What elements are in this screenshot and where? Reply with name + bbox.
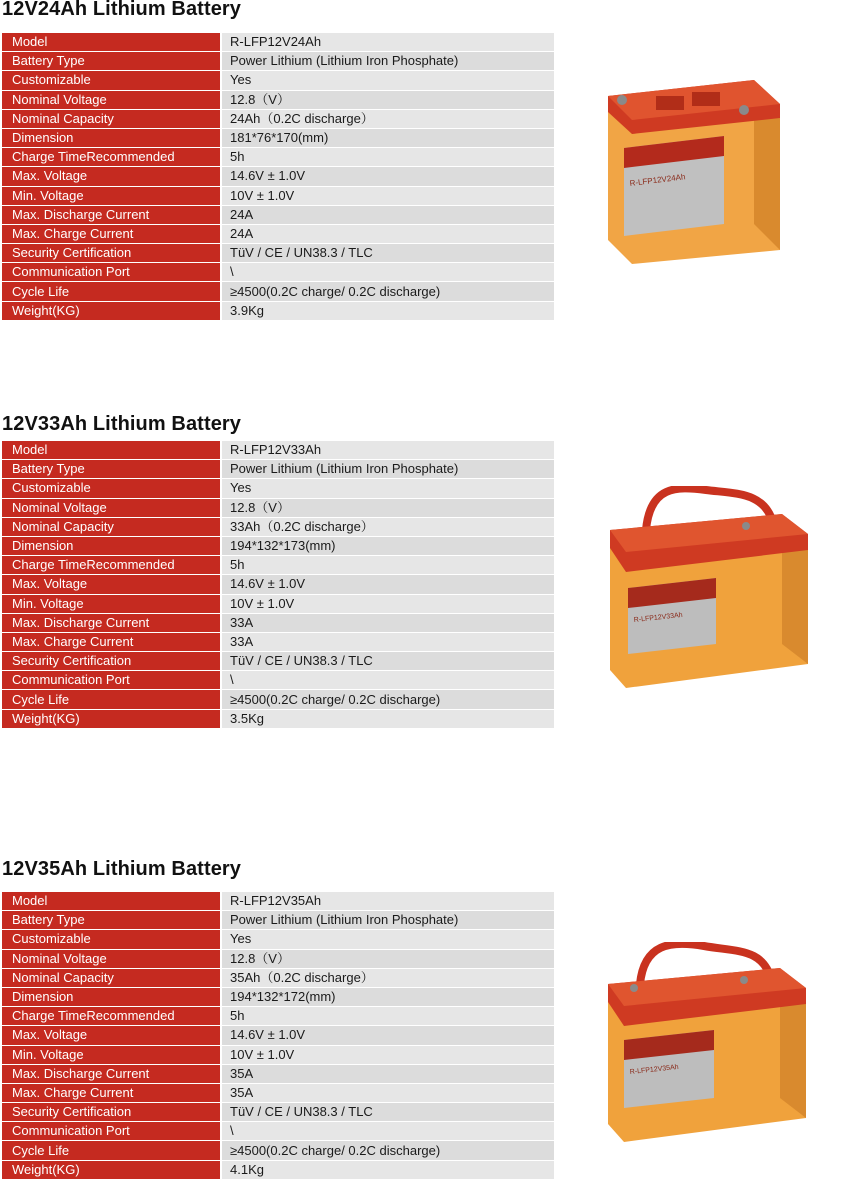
spec-label: Nominal Voltage: [2, 949, 221, 968]
spec-label: Communication Port: [2, 263, 221, 282]
spec-row: [2, 1103, 554, 1122]
spec-value: ≥4500(0.2C charge/ 0.2C discharge): [221, 1141, 554, 1160]
spec-label: Customizable: [2, 479, 221, 498]
spec-label: Cycle Life: [2, 1141, 221, 1160]
spec-row: [2, 1141, 554, 1160]
spec-value: 14.6V ± 1.0V: [221, 1026, 554, 1045]
spec-value: 5h: [221, 148, 554, 167]
spec-label: Security Certification: [2, 244, 221, 263]
spec-value: 14.6V ± 1.0V: [221, 575, 554, 594]
spec-row: [2, 1026, 554, 1045]
spec-label: Max. Discharge Current: [2, 613, 221, 632]
spec-label: Charge TimeRecommended: [2, 556, 221, 575]
spec-label: Cycle Life: [2, 690, 221, 709]
spec-row: [2, 1045, 554, 1064]
spec-label: Max. Charge Current: [2, 632, 221, 651]
spec-row: [2, 613, 554, 632]
spec-value: \: [221, 1122, 554, 1141]
spec-value: 35Ah（0.2C discharge）: [221, 968, 554, 987]
spec-label: Max. Voltage: [2, 1026, 221, 1045]
battery-label-text: R-LFP12V24Ah: [629, 172, 686, 188]
spec-row: [2, 90, 554, 109]
spec-value: 33A: [221, 613, 554, 632]
spec-label: Charge TimeRecommended: [2, 1007, 221, 1026]
spec-label: Customizable: [2, 930, 221, 949]
spec-value: Yes: [221, 930, 554, 949]
spec-value: TüV / CE / UN38.3 / TLC: [221, 652, 554, 671]
spec-label: Security Certification: [2, 652, 221, 671]
battery-image: [604, 74, 782, 266]
spec-value: 10V ± 1.0V: [221, 186, 554, 205]
spec-label: Max. Discharge Current: [2, 205, 221, 224]
spec-value: 181*76*170(mm): [221, 128, 554, 147]
spec-value: Power Lithium (Lithium Iron Phosphate): [221, 460, 554, 479]
spec-label: Nominal Voltage: [2, 498, 221, 517]
spec-value: 3.9Kg: [221, 301, 554, 320]
spec-value: 12.8（V）: [221, 90, 554, 109]
spec-row: [2, 1007, 554, 1026]
spec-label: Security Certification: [2, 1103, 221, 1122]
spec-label: Min. Voltage: [2, 186, 221, 205]
spec-row: [2, 892, 554, 911]
spec-label: Weight(KG): [2, 1160, 221, 1179]
spec-label: Model: [2, 892, 221, 911]
spec-row: [2, 594, 554, 613]
spec-label: Dimension: [2, 536, 221, 555]
spec-label: Model: [2, 441, 221, 460]
spec-value: 24Ah（0.2C discharge）: [221, 109, 554, 128]
spec-row: [2, 1083, 554, 1102]
spec-row: [2, 224, 554, 243]
spec-row: [2, 441, 554, 460]
spec-row: [2, 1122, 554, 1141]
spec-value: 10V ± 1.0V: [221, 1045, 554, 1064]
spec-label: Dimension: [2, 128, 221, 147]
spec-value: Power Lithium (Lithium Iron Phosphate): [221, 52, 554, 71]
spec-value: TüV / CE / UN38.3 / TLC: [221, 244, 554, 263]
spec-row: [2, 987, 554, 1006]
spec-value: TüV / CE / UN38.3 / TLC: [221, 1103, 554, 1122]
battery-label-text: R-LFP12V35Ah: [629, 1063, 679, 1076]
spec-value: 12.8（V）: [221, 949, 554, 968]
spec-value: 24A: [221, 224, 554, 243]
product-title: 12V33Ah Lithium Battery: [2, 413, 242, 435]
spec-label: Charge TimeRecommended: [2, 148, 221, 167]
spec-value: \: [221, 671, 554, 690]
spec-value: 3.5Kg: [221, 709, 554, 728]
spec-row: [2, 652, 554, 671]
spec-label: Customizable: [2, 71, 221, 90]
spec-row: [2, 52, 554, 71]
spec-row: [2, 205, 554, 224]
spec-label: Nominal Voltage: [2, 90, 221, 109]
spec-label: Nominal Capacity: [2, 968, 221, 987]
spec-value: 14.6V ± 1.0V: [221, 167, 554, 186]
spec-table: [2, 441, 554, 729]
spec-label: Weight(KG): [2, 301, 221, 320]
spec-label: Nominal Capacity: [2, 517, 221, 536]
spec-table: [2, 33, 554, 321]
spec-value: 35A: [221, 1083, 554, 1102]
spec-row: [2, 186, 554, 205]
spec-row: [2, 263, 554, 282]
spec-value: 5h: [221, 556, 554, 575]
battery-label-text: R-LFP12V33Ah: [633, 611, 683, 624]
spec-value: Yes: [221, 479, 554, 498]
spec-row: [2, 556, 554, 575]
spec-row: [2, 167, 554, 186]
spec-row: [2, 517, 554, 536]
spec-row: [2, 282, 554, 301]
spec-row: [2, 109, 554, 128]
spec-label: Battery Type: [2, 52, 221, 71]
spec-row: [2, 968, 554, 987]
spec-row: [2, 536, 554, 555]
spec-row: [2, 690, 554, 709]
spec-value: 24A: [221, 205, 554, 224]
spec-row: [2, 71, 554, 90]
spec-row: [2, 930, 554, 949]
spec-value: 10V ± 1.0V: [221, 594, 554, 613]
spec-row: [2, 709, 554, 728]
spec-row: [2, 632, 554, 651]
spec-value: 194*132*172(mm): [221, 987, 554, 1006]
spec-label: Weight(KG): [2, 709, 221, 728]
spec-label: Max. Charge Current: [2, 1083, 221, 1102]
spec-row: [2, 575, 554, 594]
spec-table: [2, 892, 554, 1180]
spec-value: \: [221, 263, 554, 282]
spec-label: Cycle Life: [2, 282, 221, 301]
spec-label: Communication Port: [2, 671, 221, 690]
spec-value: 4.1Kg: [221, 1160, 554, 1179]
spec-label: Nominal Capacity: [2, 109, 221, 128]
spec-row: [2, 301, 554, 320]
spec-value: R-LFP12V33Ah: [221, 441, 554, 460]
spec-value: Power Lithium (Lithium Iron Phosphate): [221, 911, 554, 930]
spec-value: 12.8（V）: [221, 498, 554, 517]
spec-row: [2, 1160, 554, 1179]
spec-value: ≥4500(0.2C charge/ 0.2C discharge): [221, 690, 554, 709]
spec-row: [2, 460, 554, 479]
spec-row: [2, 671, 554, 690]
spec-label: Max. Voltage: [2, 167, 221, 186]
battery-image: [606, 486, 812, 692]
spec-row: [2, 911, 554, 930]
spec-label: Model: [2, 33, 221, 52]
product-title: 12V24Ah Lithium Battery: [2, 0, 242, 20]
spec-row: [2, 1064, 554, 1083]
spec-value: 194*132*173(mm): [221, 536, 554, 555]
spec-label: Communication Port: [2, 1122, 221, 1141]
spec-value: R-LFP12V24Ah: [221, 33, 554, 52]
spec-value: 33A: [221, 632, 554, 651]
spec-row: [2, 949, 554, 968]
spec-value: Yes: [221, 71, 554, 90]
spec-row: [2, 479, 554, 498]
spec-row: [2, 244, 554, 263]
spec-label: Max. Voltage: [2, 575, 221, 594]
spec-row: [2, 498, 554, 517]
spec-label: Max. Discharge Current: [2, 1064, 221, 1083]
spec-label: Battery Type: [2, 460, 221, 479]
spec-label: Min. Voltage: [2, 594, 221, 613]
spec-value: ≥4500(0.2C charge/ 0.2C discharge): [221, 282, 554, 301]
spec-row: [2, 128, 554, 147]
spec-label: Min. Voltage: [2, 1045, 221, 1064]
spec-value: R-LFP12V35Ah: [221, 892, 554, 911]
spec-label: Max. Charge Current: [2, 224, 221, 243]
spec-label: Battery Type: [2, 911, 221, 930]
spec-row: [2, 33, 554, 52]
spec-value: 35A: [221, 1064, 554, 1083]
product-title: 12V35Ah Lithium Battery: [2, 858, 242, 880]
spec-value: 33Ah（0.2C discharge）: [221, 517, 554, 536]
spec-row: [2, 148, 554, 167]
spec-value: 5h: [221, 1007, 554, 1026]
battery-image: [604, 942, 810, 1144]
spec-label: Dimension: [2, 987, 221, 1006]
